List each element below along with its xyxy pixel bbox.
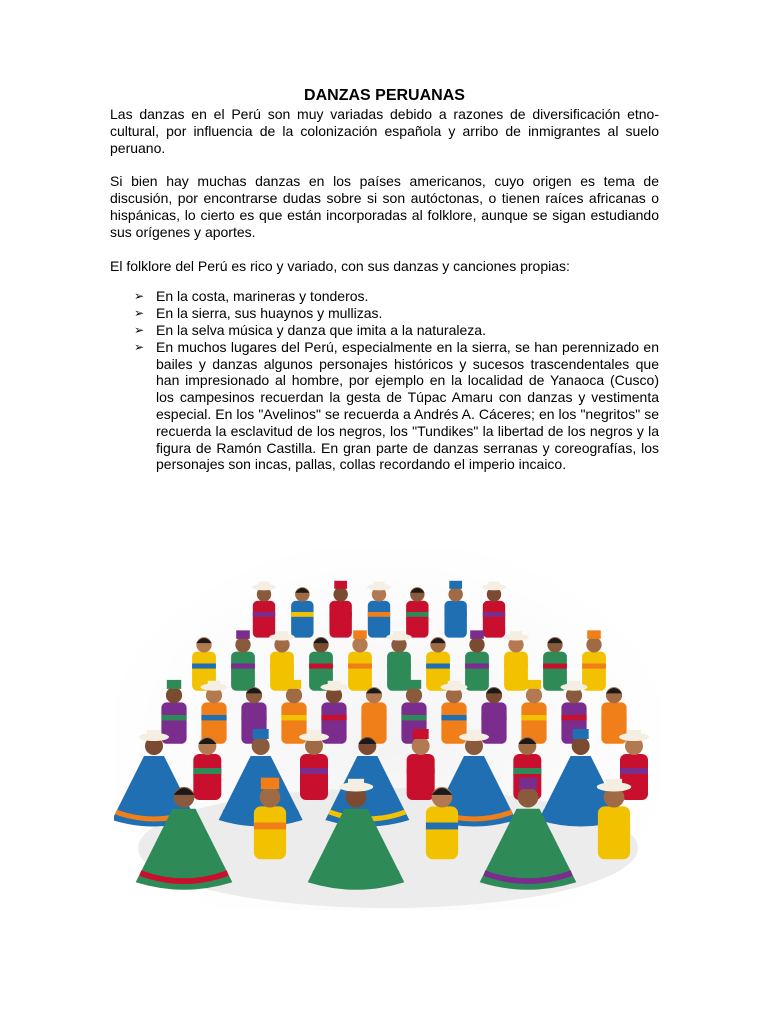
arrow-bullet-icon: ➢	[134, 339, 145, 354]
document-page	[110, 86, 659, 473]
paragraph-origins: Si bien hay muchas danzas en los países americanos, cuyo origen es tema de discusión, por encontrarse dudas sobre si son autóctonas, o tienen raíces africanas o hispánicas, lo cierto es que están incorporadas al folklore, aunque se sigan estudiando sus orígenes y aportes.	[110, 173, 659, 240]
arrow-bullet-icon: ➢	[134, 322, 145, 337]
dancer-figure	[161, 680, 186, 744]
dancer-figure	[252, 582, 276, 638]
dancer-figure	[193, 737, 221, 800]
document-title: DANZAS PERUANAS	[304, 87, 465, 104]
dancer-figure	[291, 587, 313, 637]
dance-regions-list	[110, 288, 659, 473]
list-item: ➢ En la sierra, sus huaynos y mullizas.	[134, 305, 383, 322]
dancer-figure	[543, 637, 567, 691]
dancer-figure	[231, 630, 255, 690]
dancer-figure	[426, 637, 450, 691]
dancer-figure	[465, 630, 489, 690]
dancer-figure	[482, 582, 506, 638]
dancer-figure	[582, 630, 606, 690]
dancer-figure	[367, 582, 391, 638]
arrow-bullet-icon: ➢	[134, 306, 145, 321]
list-item: ➢ En la selva música y danza que imita a la naturaleza.	[134, 321, 486, 338]
list-item: ➢ En muchos lugares del Perú, especialmente en la sierra, se han perennizado en bailes y danzas algunos personajes históricos y sucesos trascendentales que han impresionado al hombre, por ejemplo en la localidad de Yanaoca (Cusco) los campesinos recuerdan la gesta de Túpac Amaru con danzas y vestimenta especial. En los "Avelinos" se recuerda a Andrés A. Cáceres; en los "negritos" se recuerda la esclavitud de los negros, los "Tundikes" la libertad de los negros y la figura de Ramón Castilla. En gran parte de danzas serranas y coreografías, los personajes son incas, pallas, collas recordando el imperio incaico.	[134, 338, 659, 473]
dancers-group-image	[114, 548, 662, 910]
dancer-figure	[361, 687, 386, 744]
dancers-photo	[114, 548, 662, 910]
dancer-figure	[329, 581, 351, 638]
paragraph-intro: Las danzas en el Perú son muy variadas debido a razones de diversificación etno-cultural, por influencia de la colonización española y arribo de inmigrantes al suelo peruano.	[110, 106, 659, 156]
list-item: ➢ En la costa, marineras y tonderos.	[134, 288, 369, 305]
dancer-figure	[348, 630, 372, 690]
dancer-figure	[503, 631, 529, 691]
dancer-figure	[406, 587, 428, 637]
paragraph-folklore: El folklore del Perú es rico y variado, con sus danzas y canciones propias:	[110, 257, 570, 274]
arrow-bullet-icon: ➢	[134, 289, 145, 304]
dancer-figure	[444, 581, 466, 638]
